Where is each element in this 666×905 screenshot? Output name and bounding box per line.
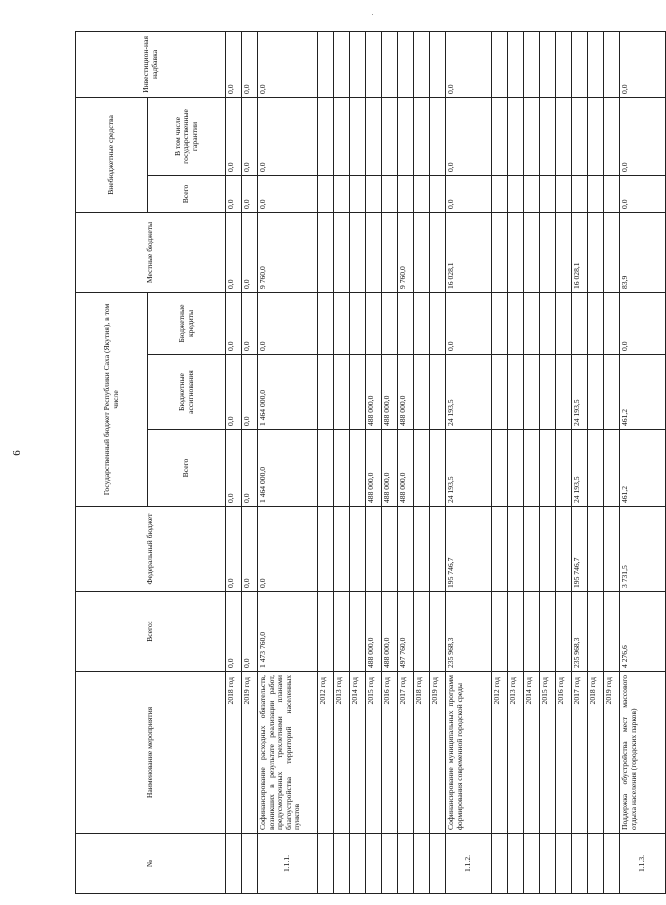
table-row — [226, 31, 242, 893]
year-label: 2019 год — [604, 672, 620, 834]
total-value: 0,0 — [242, 592, 258, 672]
state-allocation-value — [604, 355, 620, 430]
federal-value: 195 746,7 — [446, 507, 492, 592]
federal-value — [430, 507, 446, 592]
extra-guarantee-value: 0,0 — [446, 97, 492, 175]
federal-value — [492, 507, 508, 592]
state-total-value: 24 193,5 — [446, 430, 492, 507]
row-number — [572, 834, 588, 894]
funding-table-wrapper — [75, 32, 647, 894]
extra-guarantee-value — [366, 97, 382, 175]
extra-guarantee-value — [398, 97, 414, 175]
state-credit-value — [508, 292, 524, 354]
local-value: 83,9 — [620, 212, 666, 292]
year-label: 2014 год — [524, 672, 540, 834]
extra-guarantee-value — [492, 97, 508, 175]
table-row — [604, 31, 620, 893]
state-allocation-value — [524, 355, 540, 430]
extra-guarantee-value: 0,0 — [620, 97, 666, 175]
extra-total-value — [398, 175, 414, 212]
year-label: 2014 год — [350, 672, 366, 834]
state-credit-value — [540, 292, 556, 354]
page-number: 6 — [10, 450, 23, 456]
extra-total-value — [318, 175, 334, 212]
header-name: Наименование мероприятия — [76, 672, 226, 834]
state-allocation-value: 488 000,0 — [382, 355, 398, 430]
local-value — [366, 212, 382, 292]
invest-value — [492, 31, 508, 97]
federal-value: 0,0 — [258, 507, 318, 592]
total-value — [588, 592, 604, 672]
state-credit-value — [430, 292, 446, 354]
state-total-value — [604, 430, 620, 507]
federal-value — [318, 507, 334, 592]
invest-value — [604, 31, 620, 97]
extra-guarantee-value — [588, 97, 604, 175]
year-label: 2017 год — [572, 672, 588, 834]
table-row — [572, 31, 588, 893]
total-value: 0,0 — [226, 592, 242, 672]
state-credit-value — [318, 292, 334, 354]
rotated-table-container — [75, 32, 647, 894]
row-number — [350, 834, 366, 894]
header-state-alloc: Бюджетные ассигнования — [148, 355, 226, 430]
federal-value — [524, 507, 540, 592]
federal-value — [398, 507, 414, 592]
local-value: 16 028,1 — [446, 212, 492, 292]
table-row — [556, 31, 572, 893]
state-total-value: 0,0 — [242, 430, 258, 507]
local-value: 0,0 — [226, 212, 242, 292]
year-label: 2018 год — [588, 672, 604, 834]
invest-value — [366, 31, 382, 97]
table-row — [588, 31, 604, 893]
total-value — [492, 592, 508, 672]
activity-name: Поддержка обустройства мест массового отдыха населения (городских парков) — [620, 672, 666, 834]
local-value — [414, 212, 430, 292]
extra-guarantee-value: 0,0 — [226, 97, 242, 175]
year-label: 2018 год — [414, 672, 430, 834]
row-number — [318, 834, 334, 894]
state-total-value: 1 464 000,0 — [258, 430, 318, 507]
extra-total-value — [430, 175, 446, 212]
federal-value — [334, 507, 350, 592]
state-total-value — [524, 430, 540, 507]
state-allocation-value — [430, 355, 446, 430]
header-no: № — [76, 834, 226, 894]
row-number — [398, 834, 414, 894]
local-value — [524, 212, 540, 292]
state-allocation-value — [492, 355, 508, 430]
year-label: 2012 год — [492, 672, 508, 834]
total-value — [350, 592, 366, 672]
state-total-value — [588, 430, 604, 507]
local-value: 9 760,0 — [258, 212, 318, 292]
state-credit-value: 0,0 — [620, 292, 666, 354]
extra-guarantee-value — [350, 97, 366, 175]
row-number — [540, 834, 556, 894]
local-value: 0,0 — [242, 212, 258, 292]
state-credit-value — [588, 292, 604, 354]
activity-name: Софинансирование муниципальных программ формирования современной городской среды — [446, 672, 492, 834]
state-total-value — [508, 430, 524, 507]
state-allocation-value: 24 193,5 — [572, 355, 588, 430]
invest-value: 0,0 — [242, 31, 258, 97]
local-value — [556, 212, 572, 292]
row-number — [508, 834, 524, 894]
year-label: 2012 год — [318, 672, 334, 834]
state-credit-value — [492, 292, 508, 354]
state-allocation-value — [350, 355, 366, 430]
local-value: 9 760,0 — [398, 212, 414, 292]
local-value — [430, 212, 446, 292]
invest-value — [524, 31, 540, 97]
year-label: 2019 год — [242, 672, 258, 834]
header-federal: Федеральный бюджет — [76, 507, 226, 592]
local-value — [588, 212, 604, 292]
table-row — [540, 31, 556, 893]
federal-value — [366, 507, 382, 592]
local-value — [350, 212, 366, 292]
table-row — [366, 31, 382, 893]
extra-total-value — [366, 175, 382, 212]
state-allocation-value: 488 000,0 — [398, 355, 414, 430]
extra-total-value: 0,0 — [620, 175, 666, 212]
row-number — [226, 834, 242, 894]
extra-guarantee-value — [318, 97, 334, 175]
federal-value — [382, 507, 398, 592]
funding-table — [75, 31, 666, 894]
invest-value — [588, 31, 604, 97]
row-number — [524, 834, 540, 894]
state-allocation-value: 488 000,0 — [366, 355, 382, 430]
extra-total-value — [334, 175, 350, 212]
table-row — [508, 31, 524, 893]
extra-total-value: 0,0 — [446, 175, 492, 212]
state-allocation-value — [556, 355, 572, 430]
extra-total-value — [508, 175, 524, 212]
table-row — [318, 31, 334, 893]
extra-guarantee-value: 0,0 — [242, 97, 258, 175]
state-total-value — [540, 430, 556, 507]
total-value — [604, 592, 620, 672]
federal-value: 0,0 — [242, 507, 258, 592]
state-credit-value: 0,0 — [258, 292, 318, 354]
year-label: 2016 год — [382, 672, 398, 834]
extra-guarantee-value — [540, 97, 556, 175]
table-row — [350, 31, 366, 893]
header-state-total: Всего — [148, 430, 226, 507]
extra-guarantee-value — [508, 97, 524, 175]
invest-value — [382, 31, 398, 97]
state-allocation-value — [588, 355, 604, 430]
state-allocation-value — [508, 355, 524, 430]
local-value: 16 028,1 — [572, 212, 588, 292]
table-body — [226, 31, 666, 893]
state-total-value: 461,2 — [620, 430, 666, 507]
total-value — [540, 592, 556, 672]
total-value — [414, 592, 430, 672]
federal-value: 0,0 — [226, 507, 242, 592]
extra-guarantee-value — [430, 97, 446, 175]
total-value: 488 000,0 — [366, 592, 382, 672]
scan-speck — [372, 14, 373, 15]
row-number — [492, 834, 508, 894]
state-credit-value — [334, 292, 350, 354]
invest-value — [508, 31, 524, 97]
state-credit-value — [366, 292, 382, 354]
state-credit-value — [350, 292, 366, 354]
state-credit-value: 0,0 — [446, 292, 492, 354]
row-number — [430, 834, 446, 894]
year-label: 2018 год — [226, 672, 242, 834]
table-row — [446, 31, 492, 893]
total-value: 497 760,0 — [398, 592, 414, 672]
header-local: Местные бюджеты — [76, 212, 226, 292]
total-value — [508, 592, 524, 672]
extra-guarantee-value: 0,0 — [258, 97, 318, 175]
table-row — [382, 31, 398, 893]
table-header — [76, 31, 226, 893]
row-number: 1.1.1. — [258, 834, 318, 894]
table-row — [334, 31, 350, 893]
extra-guarantee-value — [334, 97, 350, 175]
extra-total-value — [540, 175, 556, 212]
state-total-value: 24 193,5 — [572, 430, 588, 507]
federal-value — [350, 507, 366, 592]
local-value — [508, 212, 524, 292]
federal-value: 195 746,7 — [572, 507, 588, 592]
table-row — [398, 31, 414, 893]
state-allocation-value — [334, 355, 350, 430]
invest-value — [556, 31, 572, 97]
header-total: Всего: — [76, 592, 226, 672]
row-number — [334, 834, 350, 894]
federal-value — [508, 507, 524, 592]
local-value — [382, 212, 398, 292]
state-allocation-value: 0,0 — [226, 355, 242, 430]
row-number — [242, 834, 258, 894]
table-row — [620, 31, 666, 893]
state-credit-value — [556, 292, 572, 354]
header-state: Государственный бюджет Республики Саха (Якутия), в том числе — [76, 292, 148, 506]
state-credit-value — [524, 292, 540, 354]
federal-value — [556, 507, 572, 592]
state-total-value — [318, 430, 334, 507]
extra-total-value: 0,0 — [226, 175, 242, 212]
row-number — [588, 834, 604, 894]
table-row — [430, 31, 446, 893]
state-total-value: 488 000,0 — [398, 430, 414, 507]
invest-value — [430, 31, 446, 97]
state-total-value: 488 000,0 — [366, 430, 382, 507]
year-label: 2016 год — [556, 672, 572, 834]
row-number — [556, 834, 572, 894]
federal-value — [588, 507, 604, 592]
table-row — [414, 31, 430, 893]
activity-name: Софинансирование расходных обязательств, возникших в результате реализации работ, предусмотренных трехлетними планами благоустройства территорий населенных пунктов — [258, 672, 318, 834]
extra-total-value — [382, 175, 398, 212]
row-number — [604, 834, 620, 894]
state-allocation-value: 0,0 — [242, 355, 258, 430]
extra-guarantee-value — [382, 97, 398, 175]
table-row — [524, 31, 540, 893]
state-total-value: 488 000,0 — [382, 430, 398, 507]
state-credit-value — [572, 292, 588, 354]
state-credit-value — [398, 292, 414, 354]
invest-value — [318, 31, 334, 97]
federal-value: 3 731,5 — [620, 507, 666, 592]
invest-value: 0,0 — [258, 31, 318, 97]
year-label: 2017 год — [398, 672, 414, 834]
row-number: 1.1.3. — [620, 834, 666, 894]
federal-value — [414, 507, 430, 592]
total-value: 4 276,6 — [620, 592, 666, 672]
total-value: 1 473 760,0 — [258, 592, 318, 672]
extra-total-value — [524, 175, 540, 212]
extra-total-value — [572, 175, 588, 212]
total-value — [334, 592, 350, 672]
row-number — [414, 834, 430, 894]
extra-total-value — [492, 175, 508, 212]
year-label: 2013 год — [508, 672, 524, 834]
table-row — [258, 31, 318, 893]
row-number — [382, 834, 398, 894]
local-value — [540, 212, 556, 292]
local-value — [604, 212, 620, 292]
invest-value: 0,0 — [620, 31, 666, 97]
extra-guarantee-value — [556, 97, 572, 175]
state-total-value — [556, 430, 572, 507]
row-number: 1.1.2. — [446, 834, 492, 894]
header-extra: Внебюджетные средства — [76, 97, 148, 212]
state-total-value — [334, 430, 350, 507]
year-label: 2015 год — [366, 672, 382, 834]
state-credit-value — [382, 292, 398, 354]
extra-guarantee-value — [604, 97, 620, 175]
federal-value — [540, 507, 556, 592]
year-label: 2019 год — [430, 672, 446, 834]
state-total-value — [350, 430, 366, 507]
total-value — [556, 592, 572, 672]
state-credit-value: 0,0 — [226, 292, 242, 354]
year-label: 2013 год — [334, 672, 350, 834]
state-allocation-value — [540, 355, 556, 430]
extra-total-value — [350, 175, 366, 212]
table-row — [492, 31, 508, 893]
extra-total-value — [604, 175, 620, 212]
total-value — [318, 592, 334, 672]
state-credit-value — [414, 292, 430, 354]
state-total-value — [492, 430, 508, 507]
local-value — [318, 212, 334, 292]
state-allocation-value: 1 464 000,0 — [258, 355, 318, 430]
state-allocation-value — [414, 355, 430, 430]
federal-value — [604, 507, 620, 592]
total-value: 235 968,3 — [446, 592, 492, 672]
invest-value — [540, 31, 556, 97]
extra-total-value — [556, 175, 572, 212]
state-credit-value: 0,0 — [242, 292, 258, 354]
total-value: 488 000,0 — [382, 592, 398, 672]
state-allocation-value: 461,2 — [620, 355, 666, 430]
extra-total-value: 0,0 — [258, 175, 318, 212]
invest-value — [572, 31, 588, 97]
total-value — [430, 592, 446, 672]
extra-guarantee-value — [414, 97, 430, 175]
table-row — [242, 31, 258, 893]
invest-value — [334, 31, 350, 97]
invest-value — [398, 31, 414, 97]
row-number — [366, 834, 382, 894]
local-value — [492, 212, 508, 292]
state-allocation-value: 24 193,5 — [446, 355, 492, 430]
local-value — [334, 212, 350, 292]
extra-total-value — [414, 175, 430, 212]
header-extra-guarantees: В том числе государственные гарантии — [148, 97, 226, 175]
state-total-value — [430, 430, 446, 507]
invest-value: 0,0 — [226, 31, 242, 97]
year-label: 2015 год — [540, 672, 556, 834]
extra-total-value — [588, 175, 604, 212]
extra-total-value: 0,0 — [242, 175, 258, 212]
state-total-value — [414, 430, 430, 507]
invest-value — [350, 31, 366, 97]
header-state-credit: Бюджетные кредиты — [148, 292, 226, 354]
state-credit-value — [604, 292, 620, 354]
invest-value: 0,0 — [446, 31, 492, 97]
invest-value — [414, 31, 430, 97]
total-value: 235 968,3 — [572, 592, 588, 672]
extra-guarantee-value — [524, 97, 540, 175]
extra-guarantee-value — [572, 97, 588, 175]
header-extra-total: Всего — [148, 175, 226, 212]
total-value — [524, 592, 540, 672]
state-allocation-value — [318, 355, 334, 430]
state-total-value: 0,0 — [226, 430, 242, 507]
header-invest: Инвестицион-ная надбавка — [76, 31, 226, 97]
